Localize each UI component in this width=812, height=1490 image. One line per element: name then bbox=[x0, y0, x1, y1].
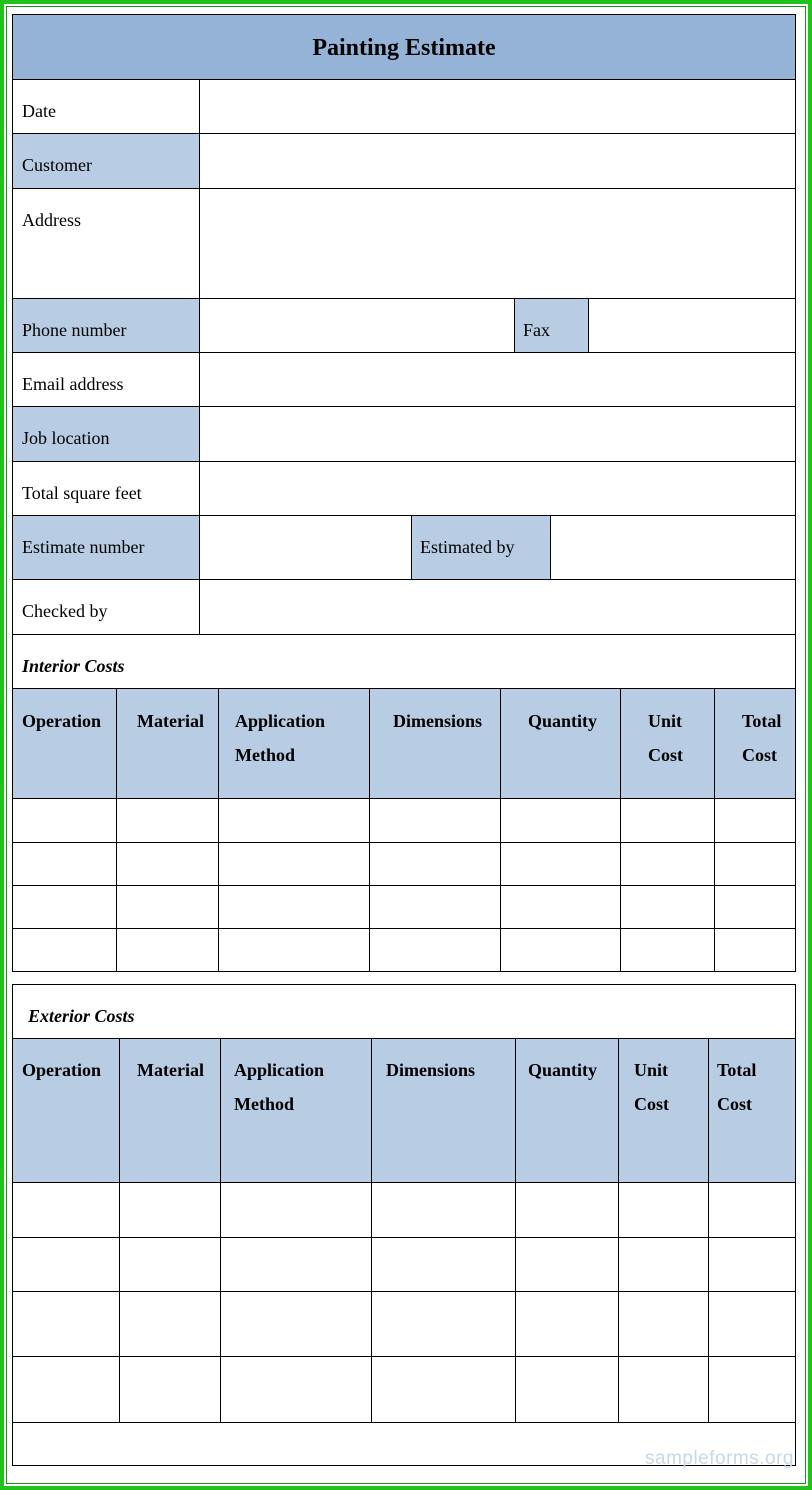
interior-table-row[interactable] bbox=[13, 843, 795, 885]
interior-col-dimensions: Dimensions bbox=[393, 711, 483, 731]
exterior-col-quantity: Quantity bbox=[528, 1060, 598, 1080]
email-field[interactable] bbox=[200, 353, 795, 407]
grid-line bbox=[12, 133, 796, 134]
date-label: Date bbox=[22, 101, 56, 121]
interior-table-row[interactable] bbox=[13, 929, 795, 971]
exterior-col-total-1: Total bbox=[717, 1060, 757, 1080]
interior-col-operation: Operation bbox=[22, 711, 101, 731]
exterior-col-material: Material bbox=[137, 1060, 204, 1080]
customer-field[interactable] bbox=[200, 134, 795, 188]
grid-line bbox=[12, 579, 796, 580]
fax-label: Fax bbox=[523, 320, 550, 340]
page-title: Painting Estimate bbox=[312, 35, 496, 61]
grid-line bbox=[550, 515, 551, 580]
grid-line bbox=[12, 79, 796, 80]
interior-col-unit-2: Cost bbox=[648, 745, 683, 765]
grid-line bbox=[12, 984, 796, 985]
watermark: sampleforms.org bbox=[645, 1448, 794, 1469]
fax-field[interactable] bbox=[589, 299, 795, 353]
estimated-by-field[interactable] bbox=[551, 516, 795, 580]
date-field[interactable] bbox=[200, 80, 795, 133]
grid-line bbox=[411, 515, 412, 580]
grid-line bbox=[12, 298, 796, 299]
exterior-table-row[interactable] bbox=[13, 1292, 795, 1356]
exterior-col-unit-2: Cost bbox=[634, 1094, 669, 1114]
grid-line bbox=[12, 14, 796, 15]
grid-line bbox=[12, 971, 796, 972]
interior-col-application-2: Method bbox=[235, 745, 295, 765]
estimate-number-label: Estimate number bbox=[22, 537, 145, 557]
checked-by-field[interactable] bbox=[200, 580, 795, 634]
total-sqft-field[interactable] bbox=[200, 461, 795, 516]
grid-line bbox=[588, 298, 589, 353]
grid-line bbox=[199, 79, 200, 635]
exterior-col-operation: Operation bbox=[22, 1060, 101, 1080]
exterior-table-row[interactable] bbox=[13, 1183, 795, 1237]
grid-line bbox=[12, 461, 796, 462]
grid-line bbox=[12, 352, 796, 353]
interior-col-total-1: Total bbox=[742, 711, 782, 731]
checked-by-label: Checked by bbox=[22, 601, 108, 621]
grid-line bbox=[12, 634, 796, 635]
grid-line bbox=[12, 515, 796, 516]
grid-line bbox=[795, 984, 796, 1466]
interior-col-material: Material bbox=[137, 711, 204, 731]
interior-col-unit-1: Unit bbox=[648, 711, 683, 731]
exterior-col-unit-1: Unit bbox=[634, 1060, 669, 1080]
estimated-by-label: Estimated by bbox=[420, 537, 515, 557]
email-label: Email address bbox=[22, 374, 124, 394]
estimate-number-field[interactable] bbox=[200, 516, 411, 580]
interior-table-row[interactable] bbox=[13, 886, 795, 928]
interior-costs-heading: Interior Costs bbox=[22, 656, 125, 676]
exterior-col-application-1: Application bbox=[234, 1060, 325, 1080]
interior-table-row[interactable] bbox=[13, 799, 795, 842]
grid-line bbox=[795, 14, 796, 972]
address-label: Address bbox=[22, 210, 81, 230]
job-location-label: Job location bbox=[22, 428, 110, 448]
exterior-costs-heading: Exterior Costs bbox=[28, 1006, 135, 1026]
grid-line bbox=[12, 188, 796, 189]
phone-label: Phone number bbox=[22, 320, 127, 340]
phone-field[interactable] bbox=[200, 299, 514, 353]
interior-col-application-1: Application bbox=[235, 711, 326, 731]
exterior-table-row[interactable] bbox=[13, 1357, 795, 1422]
customer-label: Customer bbox=[22, 155, 92, 175]
exterior-table-row[interactable] bbox=[13, 1238, 795, 1291]
exterior-col-dimensions: Dimensions bbox=[386, 1060, 476, 1080]
job-location-field[interactable] bbox=[200, 407, 795, 461]
exterior-col-total-2: Cost bbox=[717, 1094, 752, 1114]
total-sqft-label: Total square feet bbox=[22, 483, 142, 503]
grid-line bbox=[12, 406, 796, 407]
exterior-col-application-2: Method bbox=[234, 1094, 294, 1114]
interior-col-quantity: Quantity bbox=[528, 711, 598, 731]
interior-col-total-2: Cost bbox=[742, 745, 777, 765]
grid-line bbox=[514, 298, 515, 353]
address-field[interactable] bbox=[200, 189, 795, 298]
